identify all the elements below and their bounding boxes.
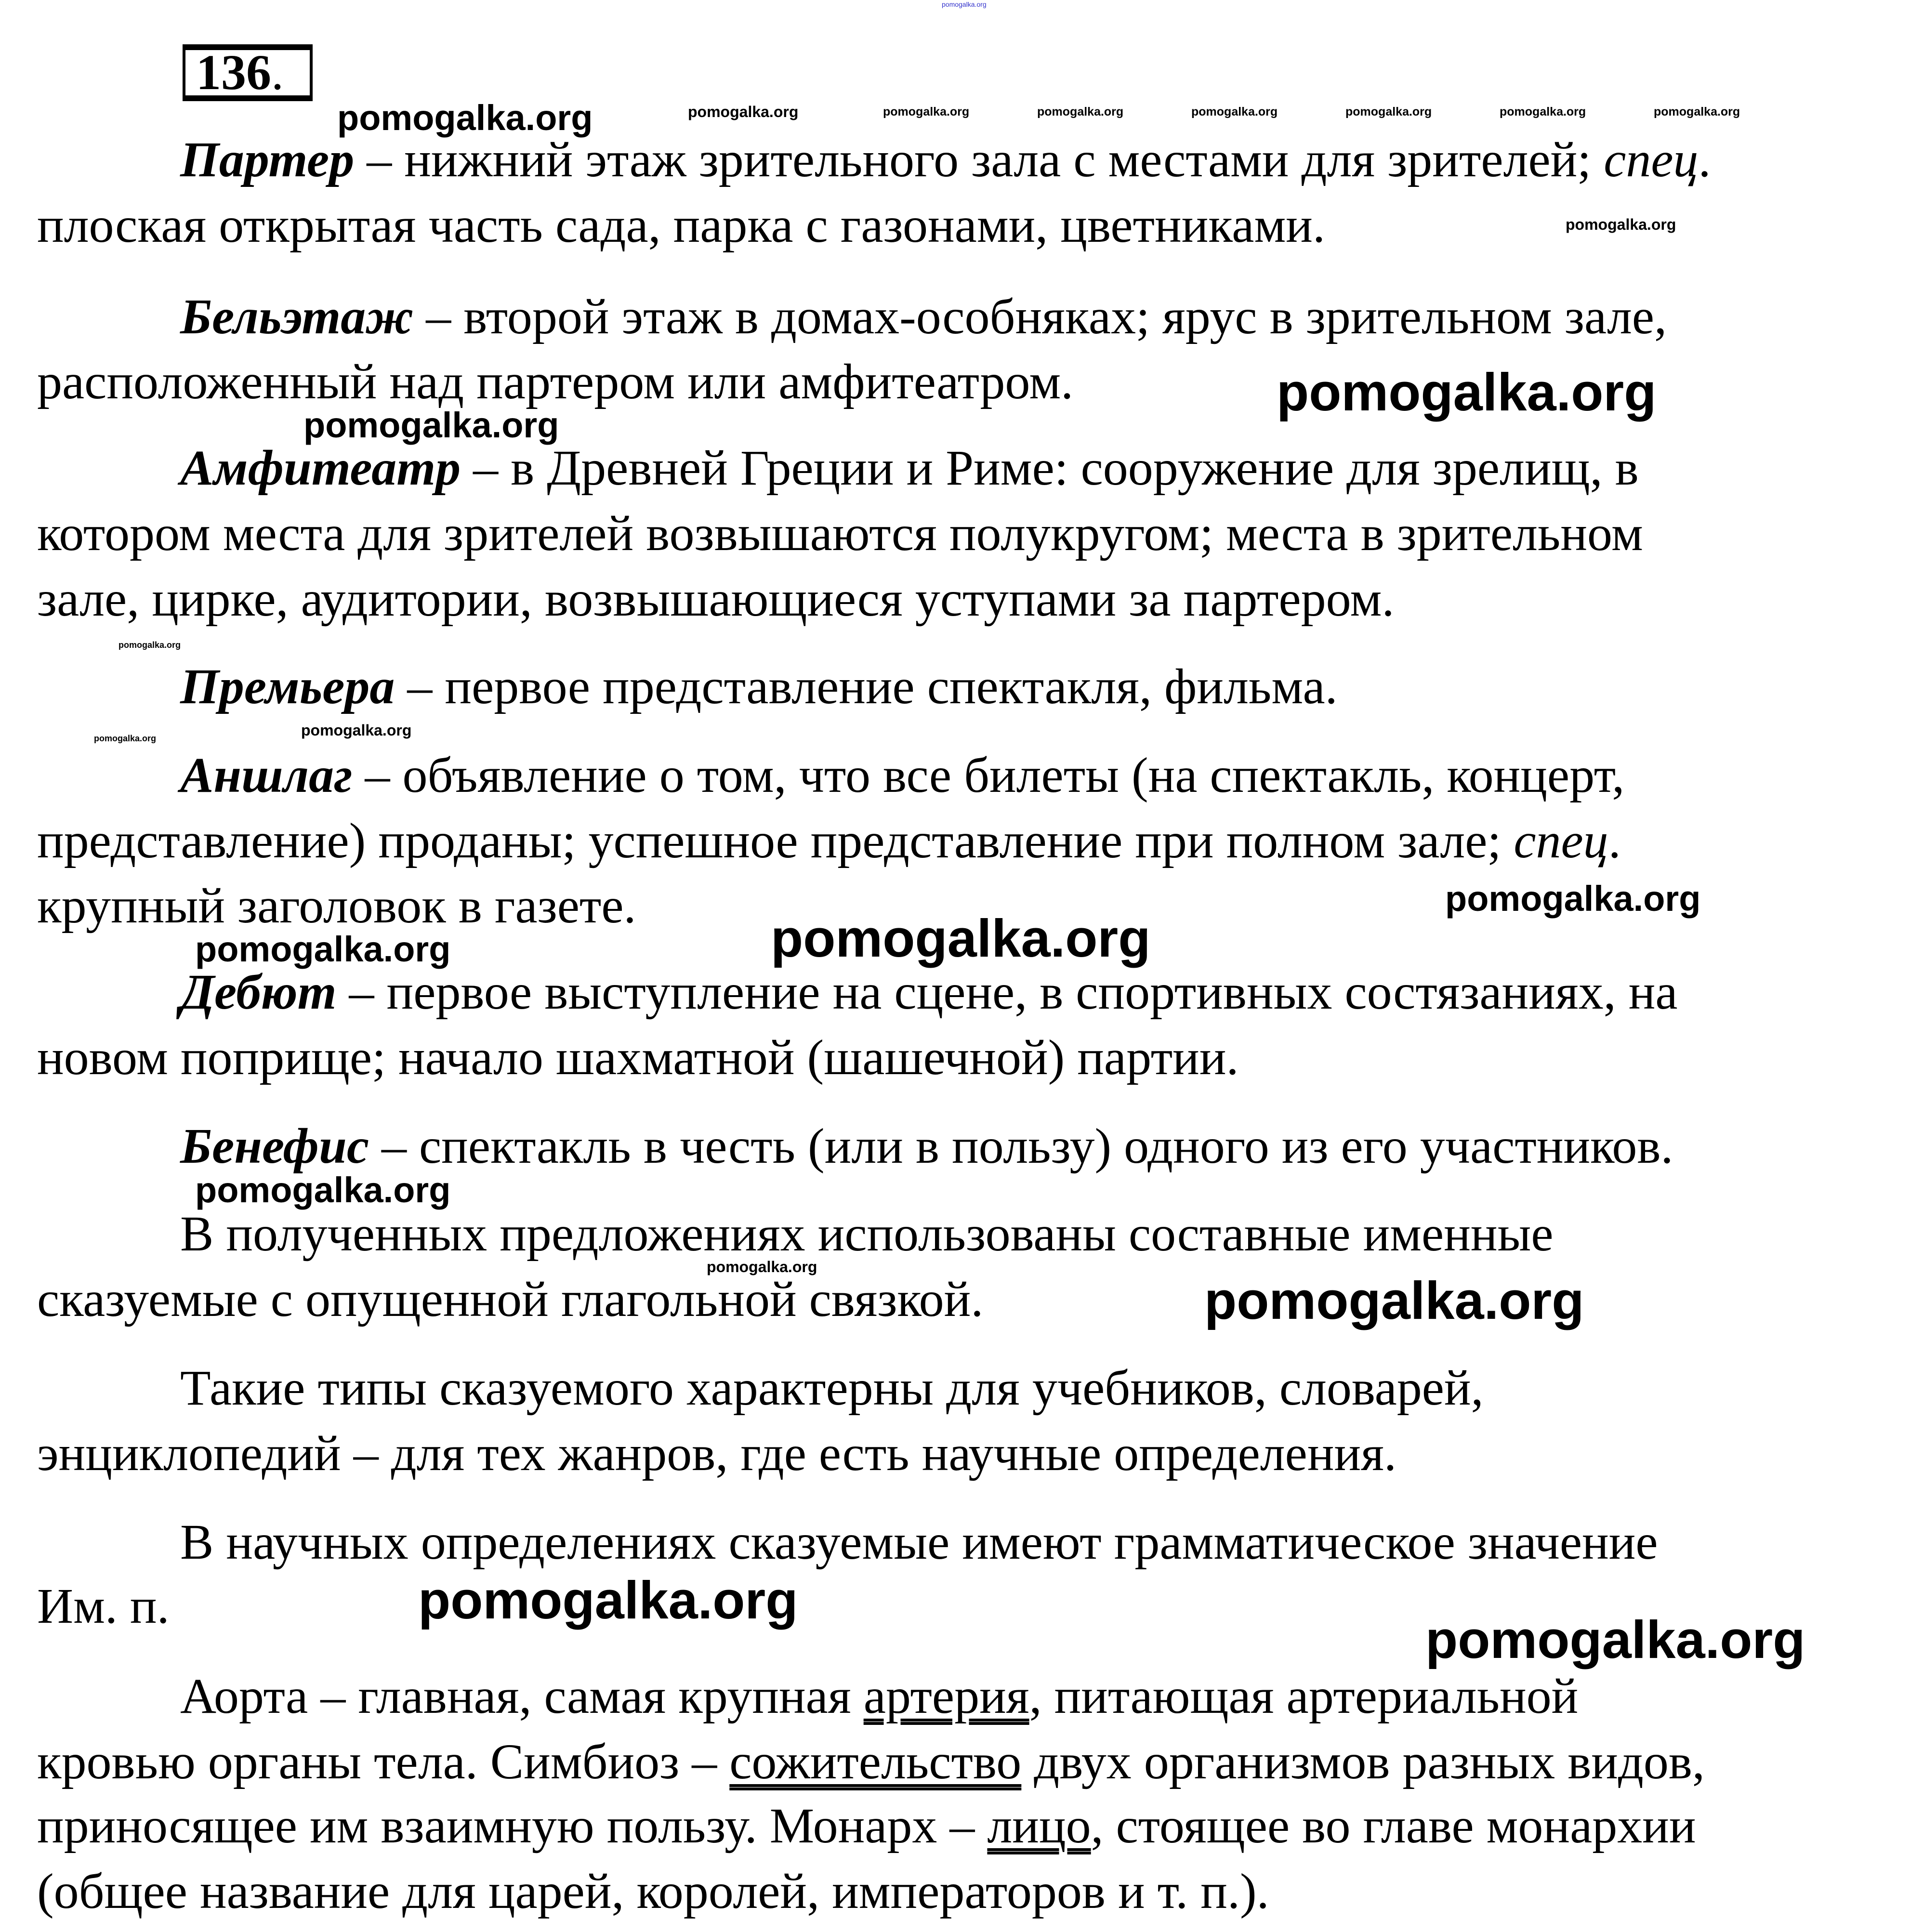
definition-amfiteatr-line [180,440,1639,496]
text: двух организмов разных видов, [1021,1734,1705,1789]
text-line [37,1578,170,1634]
text: расположенный над партером или амфитеатром. [37,354,1074,409]
term: Аншлаг [180,748,353,803]
watermark: pomogalka.org [1191,105,1278,118]
definition-benefis-line [180,1118,1673,1174]
text: , питающая артериальной [1029,1669,1579,1724]
abbr: спец [1604,132,1699,187]
text-line [37,571,1395,627]
text-line [180,1360,1484,1416]
term: Дебют [180,964,337,1020]
text: – нижний этаж зрительного зала с местами для зрителей; [354,132,1604,187]
term: Бельэтаж [180,289,414,344]
watermark: pomogalka.org [195,929,451,969]
exercise-number-box [183,44,313,101]
text: . [1698,132,1711,187]
text: котором места для зрителей возвышаются полукругом; места в зрительном [37,506,1643,561]
definition-parter-line [180,132,1711,187]
definition-premiera-line [180,659,1338,714]
underlined-word: артерия [863,1669,1029,1724]
text-line [37,1030,1239,1085]
watermark: pomogalka.org [1654,105,1740,118]
text: плоская открытая часть сада, парка с газонами, цветниками. [37,197,1325,253]
text: энциклопедий – для тех жанров, где есть научные определения. [37,1426,1396,1481]
text-line [37,1798,1696,1853]
watermark: pomogalka.org [688,103,799,120]
text: Им. п. [37,1578,170,1634]
watermark: pomogalka.org [1277,363,1657,422]
text-line [37,506,1643,561]
text: В полученных предложениях использованы составные именные [180,1206,1554,1262]
exercise-number: 136 [196,45,271,100]
term: Партер [180,132,355,187]
text: – первое выступление на сцене, в спортивных состязаниях, на [336,964,1678,1020]
text: зале, цирке, аудитории, возвышающиеся уступами за партером. [37,571,1395,627]
watermark: pomogalka.org [301,722,412,739]
underlined-word: лицо [987,1798,1091,1853]
text-line [180,1206,1554,1262]
text: – спектакль в честь (или в пользу) одного из его участников. [369,1118,1673,1174]
text: . [1608,813,1621,868]
definition-debut-line [180,964,1678,1020]
watermark: pomogalka.org [1037,105,1124,118]
watermark: pomogalka.org [1445,879,1701,919]
watermark: pomogalka.org [195,1170,451,1210]
text: представление) проданы; успешное представление при полном зале; [37,813,1514,868]
text: сказуемые с опущенной глагольной связкой. [37,1272,984,1327]
text: – первое представление спектакля, фильма. [395,659,1338,714]
text: – объявление о том, что все билеты (на спектакль, концерт, [352,748,1625,803]
text: крупный заголовок в газете. [37,878,636,933]
term: Премьера [180,659,395,714]
text-line [37,354,1074,409]
text-line [180,1514,1658,1570]
watermark: pomogalka.org [1425,1610,1805,1669]
text: Такие типы сказуемого характерны для учебников, словарей, [180,1360,1484,1416]
watermark: pomogalka.org [418,1571,798,1630]
text: (общее название для царей, королей, императоров и т. п.). [37,1864,1269,1919]
term: Амфитеатр [180,440,461,496]
watermark: pomogalka.org [1566,216,1676,233]
text: – в Древней Греции и Риме: сооружение для зрелищ, в [461,440,1639,496]
text: – второй этаж в домах-особняках; ярус в зрительном зале, [413,289,1667,344]
text: В научных определениях сказуемые имеют грамматическое значение [180,1514,1658,1570]
text-line [37,1272,984,1327]
underlined-word: сожительство [729,1734,1022,1789]
watermark: pomogalka.org [1204,1271,1584,1330]
abbr: спец [1514,813,1608,868]
watermark: pomogalka.org [942,0,987,8]
watermark: pomogalka.org [337,98,593,138]
text-line [37,878,636,933]
text-line [37,813,1621,868]
watermark: pomogalka.org [119,640,181,650]
text-line [37,1866,1269,1917]
exercise-number-dot: . [271,45,284,100]
text: , стоящее во главе монархии [1091,1798,1696,1853]
watermark: pomogalka.org [883,105,970,118]
definition-beletazh-line [180,289,1667,344]
text-line [37,1426,1396,1481]
text-line [180,1671,1578,1722]
watermark: pomogalka.org [1345,105,1432,118]
text-line [37,197,1325,253]
term: Бенефис [180,1118,369,1174]
watermark: pomogalka.org [94,734,157,743]
watermark: pomogalka.org [303,405,559,445]
text: кровью органы тела. Симбиоз – [37,1734,730,1789]
watermark: pomogalka.org [771,909,1151,968]
definition-anshlag-line [180,750,1624,801]
watermark: pomogalka.org [707,1258,817,1275]
text: Аорта – главная, самая крупная [180,1669,864,1724]
text-line [37,1734,1705,1789]
text: новом поприще; начало шахматной (шашечной) партии. [37,1030,1239,1085]
watermark: pomogalka.org [1500,105,1586,118]
text: приносящее им взаимную пользу. Монарх – [37,1798,988,1853]
